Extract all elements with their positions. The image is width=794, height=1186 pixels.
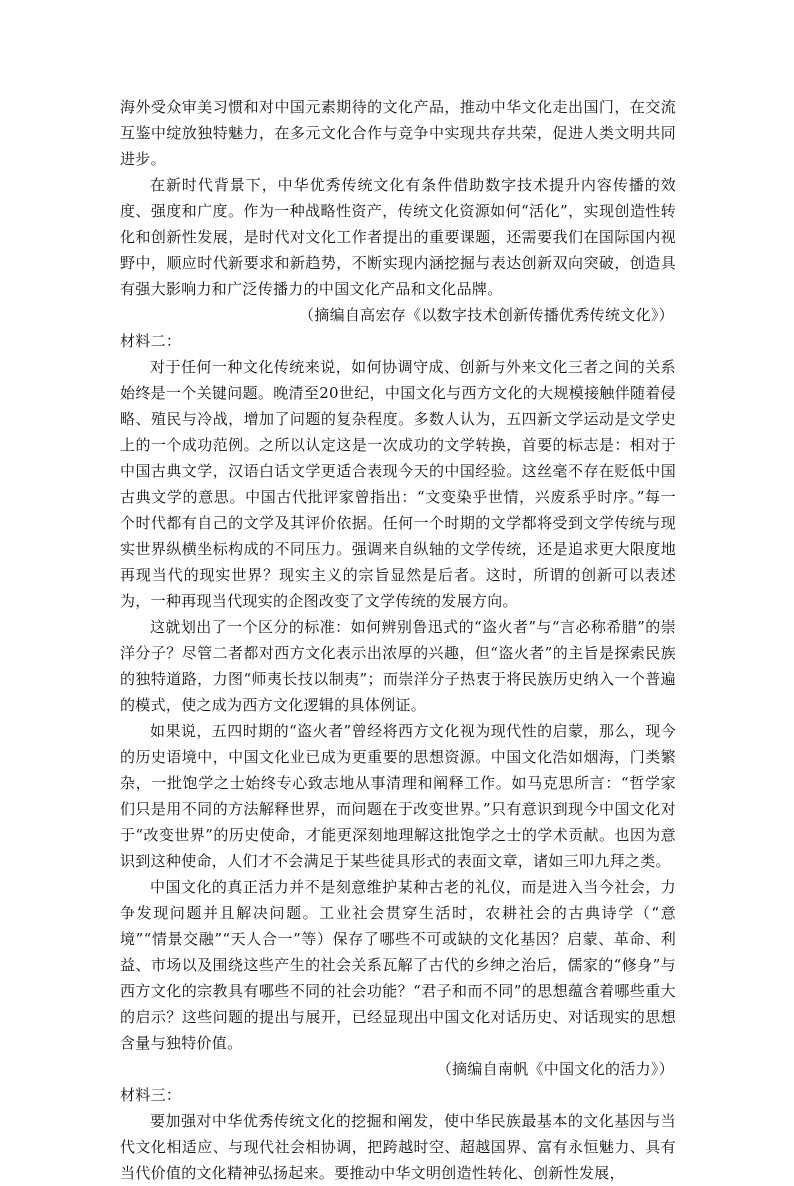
material2-heading: 材料二： [120,332,182,350]
material2-paragraph-2: 这就划出了一个区分的标准：如何辨别鲁迅式的“盗火者”与“言必称希腊”的崇洋分子？尽管二者都对西方文化表示出浓厚的兴趣，但“盗火者”的主旨是探索民族的独特道路，力图“师夷长技以制夷”；而崇洋分子热衷于将民族历史纳入一个普遍的模式，使之成为西方文化逻辑的具体例证。 [120,618,676,714]
material1-paragraph: 在新时代背景下，中华优秀传统文化有条件借助数字技术提升内容传播的效度、强度和广度。作为一种战略性资产，传统文化资源如何“活化”，实现创造性转化和创新性发展，是时代对文化工作者提出的重要课题，还需要我们在国际国内视野中，顺应时代新要求和新趋势，不断实现内涵挖掘与表达创新双向突破，创造具有强大影响力和广泛传播力的中国文化产品和文化品牌。 [120,176,676,298]
material2-paragraph-3: 如果说，五四时期的“盗火者”曾经将西方文化视为现代性的启蒙，那么，现今的历史语境中，中国文化业已成为更重要的思想资源。中国文化浩如烟海，门类繁杂，一批饱学之士始终专心致志地从事清理和阐释工作。如马克思所言：“哲学家们只是用不同的方法解释世界，而问题在于改变世界。”只有意识到现今中国文化对于“改变世界”的历史使命，才能更深刻地理解这批饱学之士的学术贡献。也因为意识到这种使命，人们才不会满足于某些徒具形式的表面文章，诸如三叩九拜之类。 [120,722,676,870]
material2-paragraph-1: 对于任何一种文化传统来说，如何协调守成、创新与外来文化三者之间的关系始终是一个关键问题。晚清至20世纪，中国文化与西方文化的大规模接触伴随着侵略、殖民与冷战，增加了问题的复杂程度。多数人认为，五四新文学运动是文学史上的一个成功范例。之所以认定这是一次成功的文学转换，首要的标志是：相对于中国古典文学，汉语白话文学更适合表现今天的中国经验。这丝毫不存在贬低中国古典文学的意思。中国古代批评家曾指出：“文变染乎世情，兴废系乎时序。”每一个时代都有自己的文学及其评价依据。任何一个时期的文学都将受到文学传统与现实世界纵横坐标构成的不同压力。强调来自纵轴的文学传统，还是追求更大限度地再现当代的现实世界？现实主义的宗旨显然是后者。这时，所谓的创新可以表述为，一种再现当代现实的企图改变了文学传统的发展方向。 [120,358,676,610]
intro-paragraph: 海外受众审美习惯和对中国元素期待的文化产品，推动中华文化走出国门，在交流互鉴中绽放独特魅力，在多元文化合作与竞争中实现共存共荣，促进人类文明共同进步。 [120,98,676,168]
material3-paragraph: 要加强对中华优秀传统文化的挖掘和阐发，使中华民族最基本的文化基因与当代文化相适应、与现代社会相协调，把跨越时空、超越国界、富有永恒魅力、具有当代价值的文化精神弘扬起来。要推动中华文明创造性转化、创新性发展， [120,1112,676,1182]
material2-source: （摘编自南帆《中国文化的活力》） [436,1060,674,1078]
material2-paragraph-4: 中国文化的真正活力并不是刻意维护某种古老的礼仪，而是进入当今社会，力争发现问题并且解决问题。工业社会贯穿生活时，农耕社会的古典诗学（“意境”“情景交融”“天人合一”等）保存了哪些不可或缺的文化基因？启蒙、革命、利益、市场以及围绕这些产生的社会关系瓦解了古代的乡绅之治后，儒家的“修身”与西方文化的宗教具有哪些不同的社会功能？“君子和而不同”的思想蕴含着哪些重大的启示？这些问题的提出与展开，已经显现出中国文化对话历史、对话现实的思想含量与独特价值。 [120,878,676,1052]
material3-heading: 材料三： [120,1086,182,1104]
material1-source: （摘编自高宏存《以数字技术创新传播优秀传统文化》） [298,306,674,324]
